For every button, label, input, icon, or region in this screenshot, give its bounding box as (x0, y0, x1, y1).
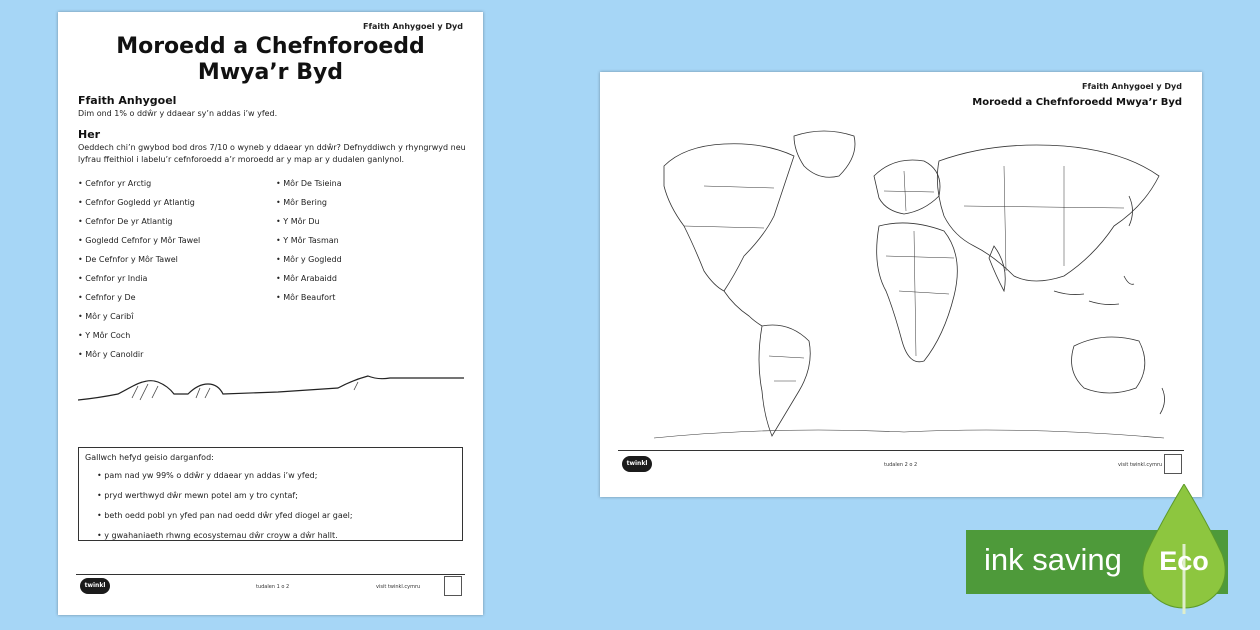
world-map-outline (624, 126, 1178, 446)
extra-tasks-box (78, 447, 463, 541)
list-item: • Môr y Caribî (78, 311, 200, 330)
list-item: • pam nad yw 99% o ddŵr y ddaear yn addas i’w yfed; (107, 470, 353, 490)
list-item: • Y Môr Du (276, 216, 342, 235)
list-item: • Y Môr Coch (78, 330, 200, 349)
fact-text: Dim ond 1% o ddŵr y ddaear sy’n addas i’w yfed. (78, 109, 278, 118)
list-item: • Cefnfor De yr Atlantig (78, 216, 200, 235)
list-item: • Môr y Canoldir (78, 349, 200, 368)
ink-saving-label: ink saving (984, 542, 1122, 577)
page-title: Moroedd a Chefnforoedd Mwya’r Byd (116, 34, 425, 85)
worksheet-page-2 (600, 72, 1202, 497)
page-number: tudalen 1 o 2 (256, 584, 290, 590)
list-item: • Cefnfor Gogledd yr Atlantig (78, 197, 200, 216)
quality-badge-icon (444, 576, 462, 596)
footer-divider (618, 450, 1184, 451)
list-item: • pryd werthwyd dŵr mewn potel am y tro cyntaf; (107, 490, 353, 510)
eco-badge-label: Eco (1159, 546, 1209, 576)
worksheet-page-1 (58, 12, 483, 615)
site-link: visit twinkl.cymru (376, 584, 421, 590)
challenge-heading: Her (78, 128, 101, 141)
quality-badge-icon (1164, 454, 1182, 474)
list-item: • Môr y Gogledd (276, 254, 342, 273)
eco-drop-icon (1138, 484, 1230, 618)
list-item: • Cefnfor y De (78, 292, 200, 311)
ocean-list-left (78, 178, 200, 368)
list-item: • Cefnfor yr Arctig (78, 178, 200, 197)
extra-tasks-list (104, 470, 353, 550)
list-item: • De Cefnfor y Môr Tawel (78, 254, 200, 273)
list-item: • Cefnfor yr India (78, 273, 200, 292)
fact-heading: Ffaith Anhygoel (78, 94, 177, 107)
challenge-text: Oeddech chi’n gwybod bod dros 7/10 o wyneb y ddaear yn ddŵr? Defnyddiwch y rhyngrwyd neu lyfrau ffeithiol i labelu’r cefnforoedd a’r moroedd ar y map ar y dudalen ganlynol. (78, 143, 466, 164)
list-item: • y gwahaniaeth rhwng ecosystemau dŵr croyw a dŵr hallt. (107, 530, 353, 550)
list-item: • Môr Bering (276, 197, 342, 216)
page-number: tudalen 2 o 2 (884, 462, 918, 468)
site-link: visit twinkl.cymru (1118, 462, 1163, 468)
list-item: • Y Môr Tasman (276, 235, 342, 254)
list-item: • Gogledd Cefnfor y Môr Tawel (78, 235, 200, 254)
ocean-list-right (276, 178, 342, 311)
twinkl-logo: twinkl (80, 578, 110, 594)
page-tag: Ffaith Anhygoel y Dyd (1082, 82, 1182, 91)
list-item: • Môr De Tsieina (276, 178, 342, 197)
list-item: • Môr Arabaidd (276, 273, 342, 292)
twinkl-logo: twinkl (622, 456, 652, 472)
island-sketch (78, 368, 464, 408)
box-heading: Gallwch hefyd geisio darganfod: (85, 453, 214, 462)
list-item: • beth oedd pobl yn yfed pan nad oedd dŵr yfed diogel ar gael; (107, 510, 353, 530)
footer-divider (76, 574, 465, 575)
page-title: Moroedd a Chefnforoedd Mwya’r Byd (972, 97, 1182, 108)
list-item: • Môr Beaufort (276, 292, 342, 311)
page-tag: Ffaith Anhygoel y Dyd (363, 22, 463, 31)
